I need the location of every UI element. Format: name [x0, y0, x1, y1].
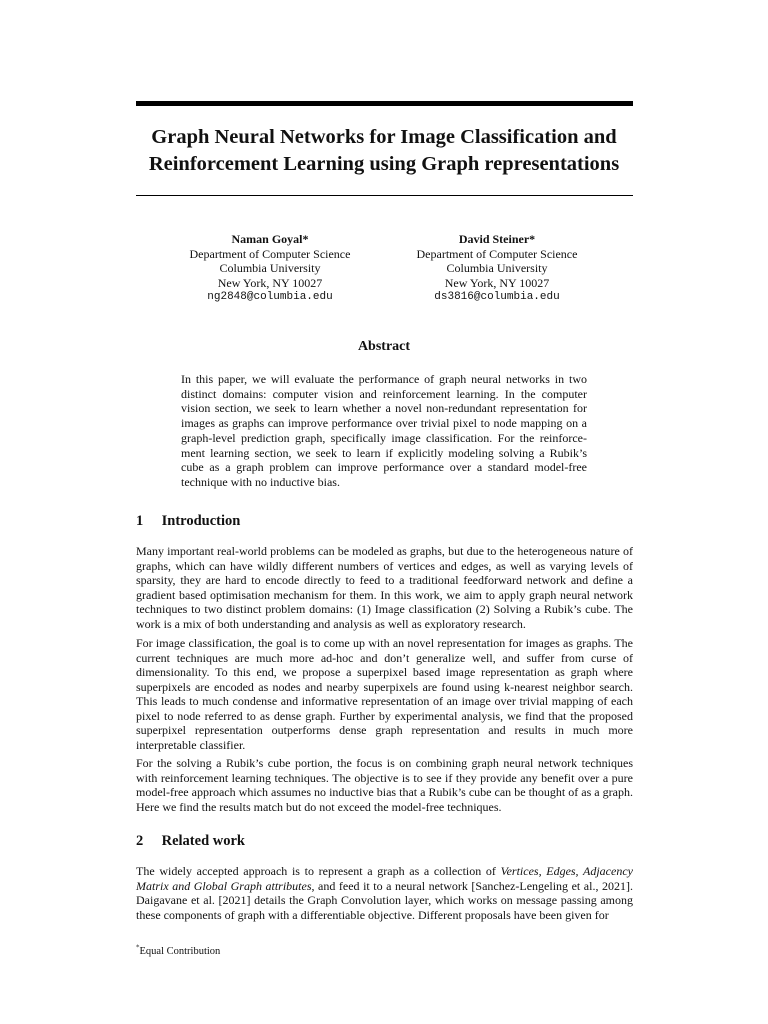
- title-line-1: Graph Neural Networks for Image Classification and: [151, 126, 617, 148]
- title-top-rule: [136, 101, 633, 106]
- section-title: Related work: [161, 833, 245, 849]
- paragraph-italic-text: Vertices, Edges, Adjacency Matrix and Global Graph attributes: [136, 864, 633, 893]
- author-email[interactable]: ng2848@columbia.edu: [207, 291, 333, 303]
- author-email[interactable]: ds3816@columbia.edu: [434, 291, 560, 303]
- author-department: Department of Computer Science: [189, 246, 351, 261]
- author-name: David Steiner*: [458, 232, 536, 246]
- section-number: 2: [136, 833, 144, 849]
- author-block: [160, 232, 380, 305]
- paragraph-text: , and feed it to a neural network [Sanchez-Lengeling et al., 2021]. Daigavane et al. [2021] details the Graph Convolution layer, which works on message passing among these components of graph with a differentiable objective. Different proposals have been given for: [136, 878, 633, 922]
- paragraph: For image classification, the goal is to come up with an novel representation for images as graphs. The current techniques are much more ad-hoc and don’t generalize well, and suffer from curse of dimensionality. To this end, we propose a superpixel based image representation as graph where superpixels are encoded as nodes and nearby superpixels are found using k-nearest neighbor search. This leads to much condense and informative representation of an image over trivial mapping of each pixel to node referred to as dense graph. Further by experimental analysis, we find that the proposed superpixel representation outperforms dense graph representation and results in much more interpretable classifier.: [136, 636, 633, 752]
- footnote: [136, 945, 536, 958]
- author-block: [387, 232, 607, 305]
- footnote-text: Equal Contribution: [139, 946, 221, 957]
- paragraph-text: The widely accepted approach is to represent a graph as a collection of: [136, 864, 501, 878]
- paragraph: For the solving a Rubik’s cube portion, the focus is on combining graph neural network techniques with reinforcement learning techniques. The objective is to see if they provide any benefit over a pure model-free approach which assumes no inductive bias that a Rubik’s cube can be thought of as a graph. Here we find the results match but do not exceed the model-free techniques.: [136, 756, 633, 814]
- author-name: Naman Goyal*: [231, 232, 309, 246]
- abstract-heading: Abstract: [357, 339, 411, 354]
- footnote-mark: *: [136, 943, 140, 952]
- section-heading-related-work: [136, 832, 633, 850]
- author-university: Columbia University: [219, 261, 321, 275]
- paragraph: [136, 864, 633, 922]
- abstract-text: In this paper, we will evaluate the performance of graph neural networks in two distinct domains: computer vision and reinforcement learning. In the computer vision section, we seek to learn whether a novel non-redundant representation for images as graphs can improve performance over trivial pixel to node mapping on a graph-level prediction graph, specifically image classification. For the reinforce-ment learning section, we seek to learn if explicitly modeling solving a Rubik’s cube as a graph problem can improve performance over a standard model-free technique with no inductive bias.: [181, 372, 587, 489]
- author-department: Department of Computer Science: [416, 246, 578, 261]
- section-heading-introduction: [136, 512, 633, 530]
- paper-title: [120, 124, 648, 178]
- title-line-2: Reinforcement Learning using Graph representations: [148, 153, 620, 175]
- section-title: Introduction: [161, 513, 241, 529]
- section-number: 1: [136, 513, 144, 529]
- paragraph: Many important real-world problems can be modeled as graphs, but due to the heterogeneous nature of graphs, which can have wildly different numbers of vertices and edges, as well as varying levels of sparsity, they are hard to encode directly to feed to a traditional feedforward network and define a gradient based optimisation mechanism for them. In this work, we aim to apply graph neural network techniques to two distinct problem domains: (1) Image classification (2) Solving a Rubik’s cube. The work is a mix of both understanding and analysis as well as exploratory research.: [136, 544, 633, 631]
- author-location: New York, NY 10027: [217, 275, 323, 290]
- author-location: New York, NY 10027: [444, 275, 550, 290]
- author-university: Columbia University: [446, 261, 548, 275]
- title-bottom-rule: [136, 195, 633, 196]
